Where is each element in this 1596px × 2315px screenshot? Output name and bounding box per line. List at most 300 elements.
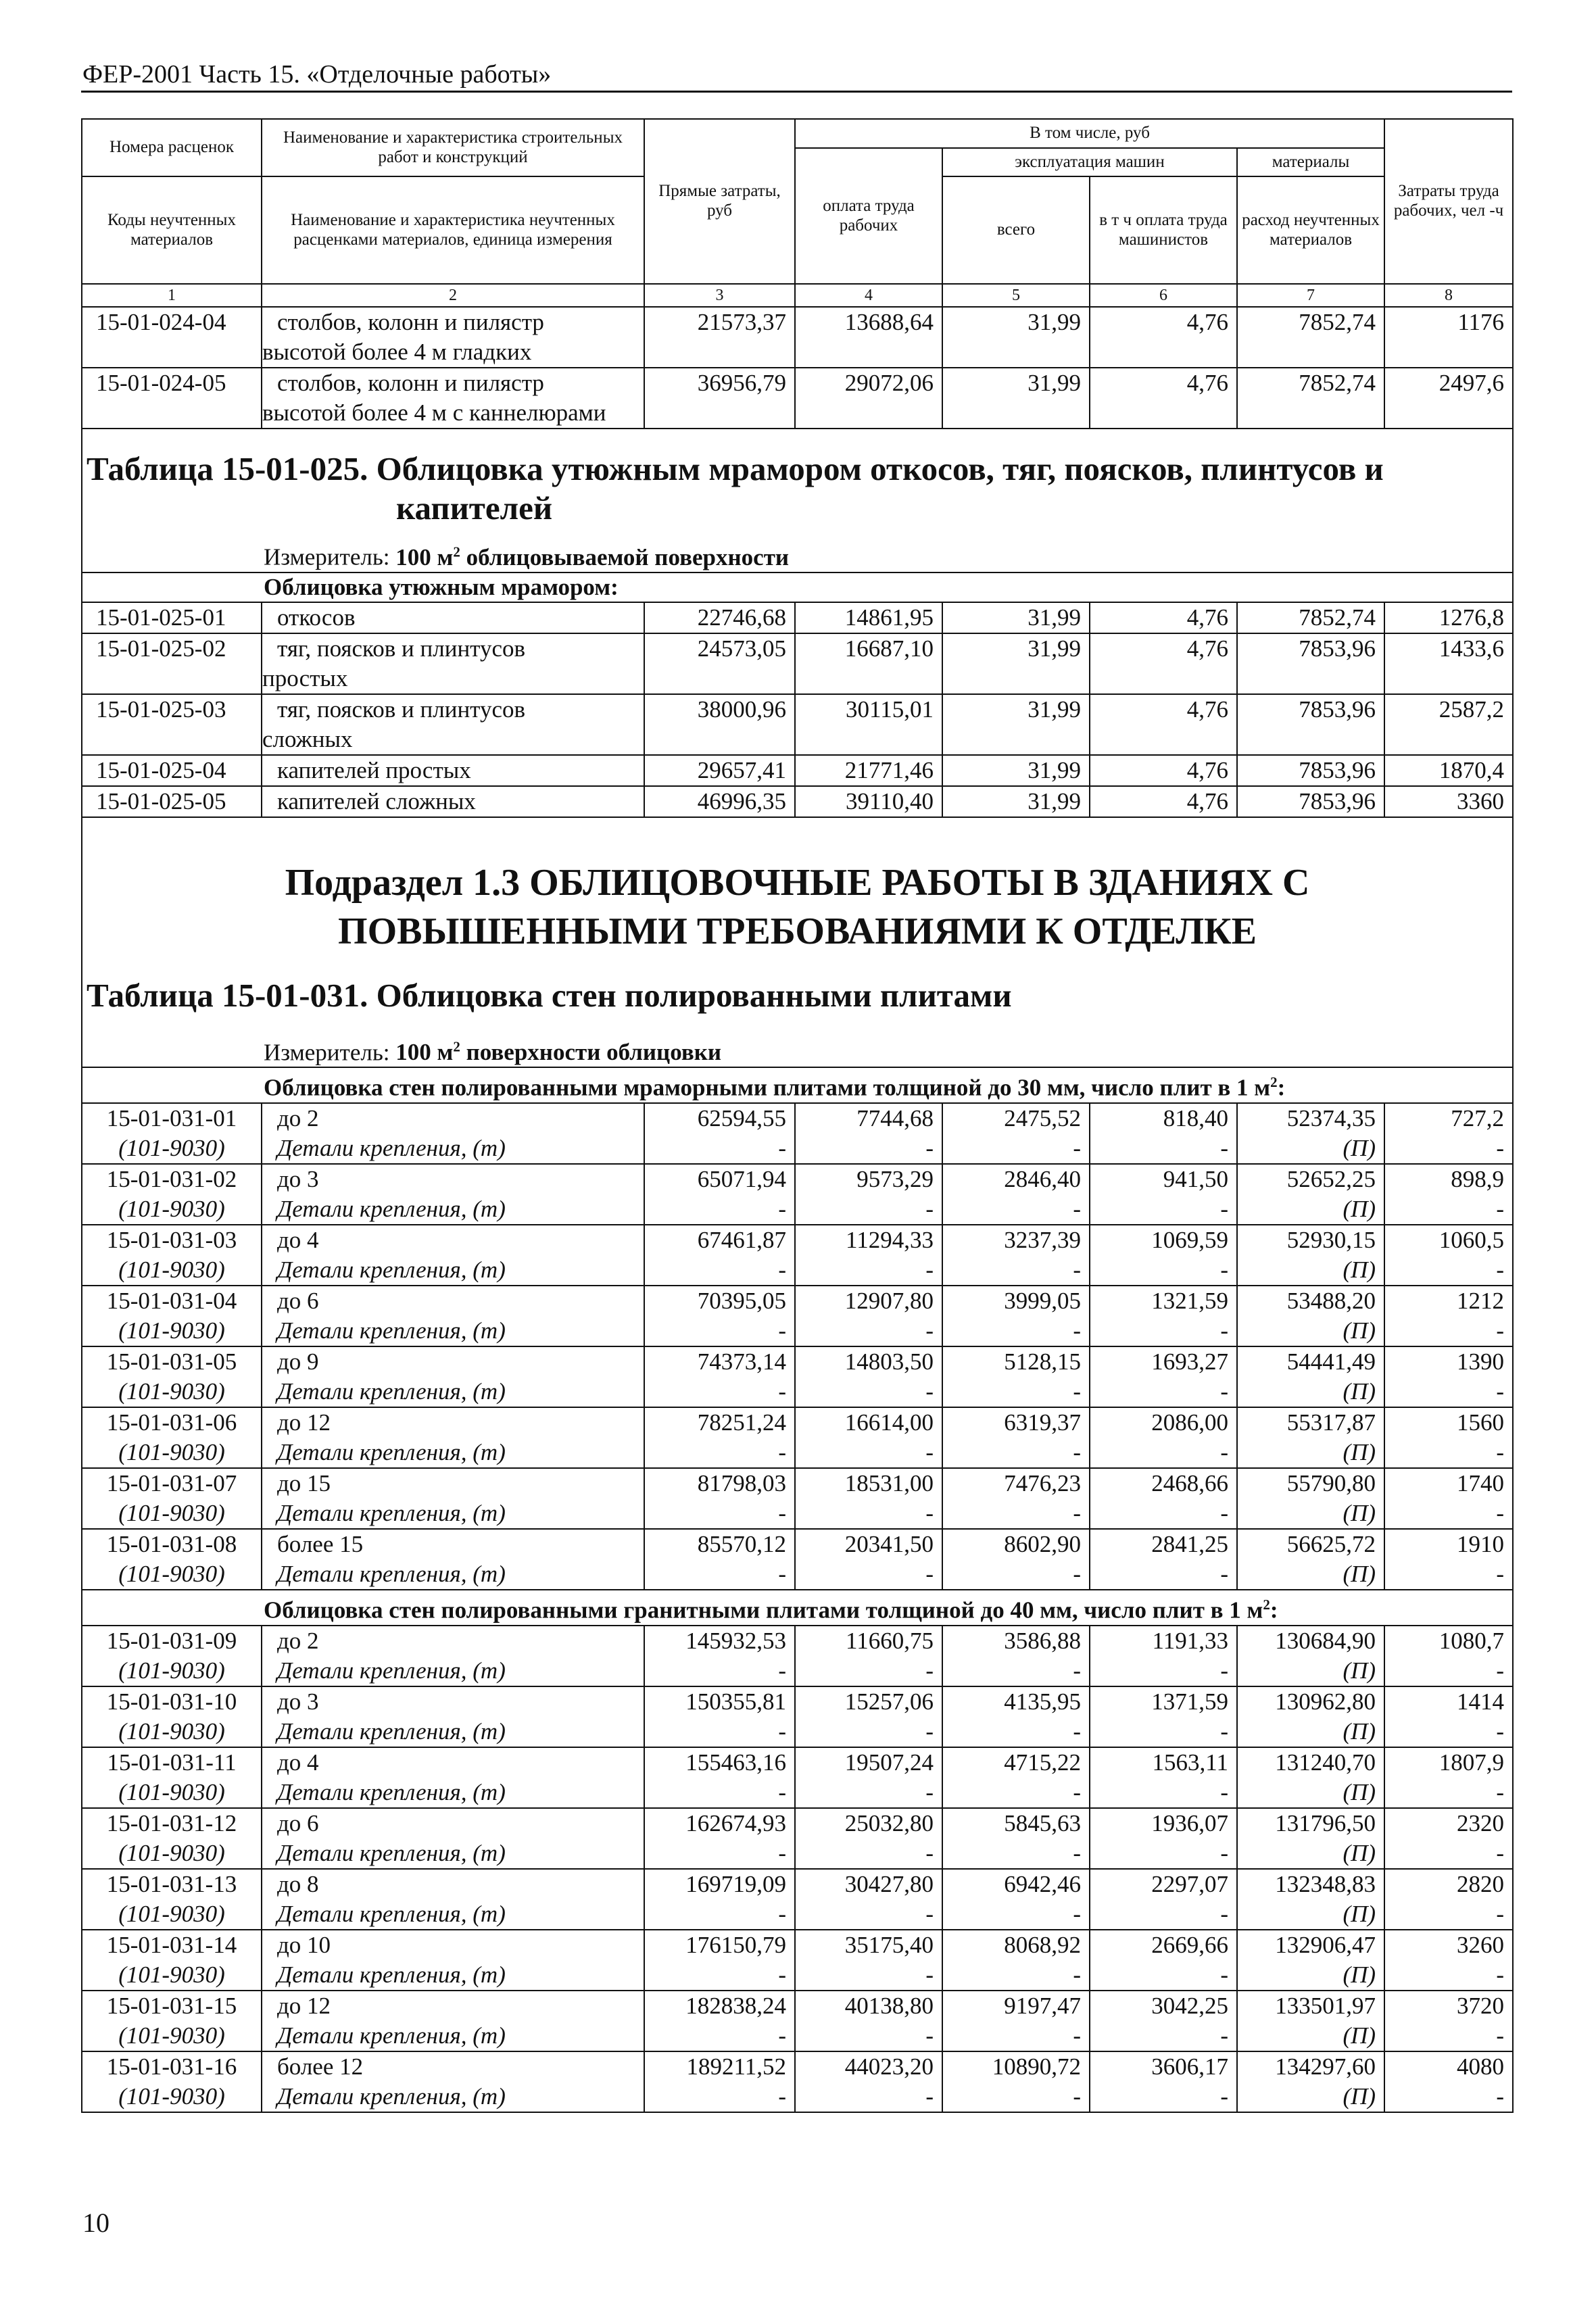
value-mat: 7852,74	[1237, 368, 1384, 429]
dash: -	[778, 1195, 786, 1222]
table-031-granite-rows	[82, 1626, 1513, 2112]
dash: -	[925, 1499, 934, 1526]
value-direct: 46996,35	[644, 786, 795, 817]
value-mat: 7853,96	[1237, 694, 1384, 755]
material-code: (101-9030)	[118, 1256, 225, 1283]
material-marker: (П)	[1343, 1438, 1376, 1465]
value-hours	[1384, 1164, 1513, 1225]
work-name-line1: до 15	[277, 1469, 331, 1496]
value-hours-line1: 4080	[1457, 2053, 1505, 2080]
work-name	[262, 602, 644, 633]
material-name: Детали крепления, (т)	[277, 1839, 506, 1866]
rate-code	[82, 1747, 262, 1808]
value-direct-line1: 150355,81	[685, 1688, 786, 1715]
value-labor	[795, 1468, 942, 1529]
work-name-line1: до 10	[277, 1931, 331, 1958]
dash: -	[778, 1657, 786, 1684]
value-mach-pay-line1: 1321,59	[1151, 1287, 1228, 1314]
dash: -	[1073, 1317, 1081, 1344]
table-row	[82, 602, 1513, 633]
value-mach-line1: 4135,95	[1004, 1688, 1081, 1715]
value-mat-line1: 131796,50	[1275, 1809, 1376, 1836]
value-direct-line1: 81798,03	[697, 1469, 786, 1496]
value-mat-line1: 132348,83	[1275, 1870, 1376, 1897]
value-hours: 1870,4	[1384, 755, 1513, 786]
value-mach-pay	[1090, 1991, 1237, 2051]
value-mach	[942, 1529, 1090, 1590]
value-hours-line1: 1390	[1457, 1348, 1505, 1375]
table-025-title-line2: капителей	[396, 489, 553, 527]
value-mach	[942, 1468, 1090, 1529]
dash: -	[1220, 2082, 1228, 2110]
work-name-line1: до 6	[277, 1287, 319, 1314]
dash: -	[925, 1839, 934, 1866]
dash: -	[1073, 2022, 1081, 2049]
rate-code	[82, 1346, 262, 1407]
value-direct-line1: 176150,79	[685, 1931, 786, 1958]
value-labor-line1: 19507,24	[844, 1749, 934, 1776]
value-labor-line1: 30427,80	[844, 1870, 934, 1897]
value-mach-pay	[1090, 1225, 1237, 1286]
value-labor	[795, 1225, 942, 1286]
value-hours: 2497,6	[1384, 368, 1513, 429]
value-labor: 13688,64	[795, 307, 942, 368]
value-labor	[795, 1808, 942, 1869]
value-mach-pay-line1: 3606,17	[1151, 2053, 1228, 2080]
value-hours	[1384, 1930, 1513, 1991]
dash: -	[1073, 2082, 1081, 2110]
table-row	[82, 307, 1513, 368]
value-direct	[644, 1686, 795, 1747]
work-name-line1: столбов, колонн и пилястр	[277, 309, 544, 335]
value-mach-line1: 5128,15	[1004, 1348, 1081, 1375]
table-row	[82, 1869, 1513, 1930]
value-hours	[1384, 1747, 1513, 1808]
value-mat-line1: 52374,35	[1286, 1104, 1376, 1131]
value-mach-line1: 6942,46	[1004, 1870, 1081, 1897]
value-mach-pay-line1: 1371,59	[1151, 1688, 1228, 1715]
rate-code	[82, 2051, 262, 2112]
work-name-line1: тяг, поясков и плинтусов	[277, 635, 526, 662]
rate-code	[82, 1529, 262, 1590]
table-header	[82, 119, 1513, 307]
material-marker: (П)	[1343, 1317, 1376, 1344]
running-header: ФЕР-2001 Часть 15. «Отделочные работы»	[82, 60, 552, 89]
value-labor	[795, 1286, 942, 1346]
value-mach-pay	[1090, 2051, 1237, 2112]
header-materials: материалы	[1237, 148, 1384, 176]
table-row	[82, 694, 1513, 755]
dash: -	[1496, 1657, 1505, 1684]
value-mat	[1237, 1468, 1384, 1529]
value-mach	[942, 1346, 1090, 1407]
dash: -	[1496, 1438, 1505, 1465]
value-mat	[1237, 1747, 1384, 1808]
value-direct	[644, 1808, 795, 1869]
value-mach-line1: 2475,52	[1004, 1104, 1081, 1131]
rate-code-line1: 15-01-031-14	[106, 1931, 237, 1958]
rate-code-line1: 15-01-031-12	[106, 1809, 237, 1836]
value-direct	[644, 1103, 795, 1164]
work-name-line2: простых	[262, 664, 348, 691]
dash: -	[925, 2022, 934, 2049]
value-mach-pay	[1090, 1346, 1237, 1407]
value-direct: 38000,96	[644, 694, 795, 755]
material-code: (101-9030)	[118, 1778, 225, 1805]
dash: -	[778, 2082, 786, 2110]
value-direct-line1: 189211,52	[686, 2053, 786, 2080]
dash: -	[778, 1499, 786, 1526]
value-labor-line1: 16614,00	[844, 1409, 934, 1436]
table-row	[82, 1686, 1513, 1747]
value-labor	[795, 2051, 942, 2112]
value-mach-pay	[1090, 1747, 1237, 1808]
value-mat-line1: 53488,20	[1286, 1287, 1376, 1314]
material-code: (101-9030)	[118, 1900, 225, 1927]
table-row	[82, 786, 1513, 817]
dash: -	[1220, 1499, 1228, 1526]
dash: -	[925, 1657, 934, 1684]
material-name: Детали крепления, (т)	[277, 1438, 506, 1465]
value-hours-line1: 727,2	[1451, 1104, 1505, 1131]
work-name	[262, 1686, 644, 1747]
value-mach	[942, 2051, 1090, 2112]
table-025-rows	[82, 602, 1513, 817]
material-code: (101-9030)	[118, 1499, 225, 1526]
material-name: Детали крепления, (т)	[277, 2082, 506, 2110]
value-mat-line1: 130684,90	[1275, 1627, 1376, 1654]
value-direct	[644, 1407, 795, 1468]
value-mach-pay	[1090, 1869, 1237, 1930]
value-mach	[942, 1286, 1090, 1346]
work-name-line1: до 8	[277, 1870, 319, 1897]
material-marker: (П)	[1343, 1560, 1376, 1587]
value-labor	[795, 1747, 942, 1808]
dash: -	[1073, 1256, 1081, 1283]
material-code: (101-9030)	[118, 1195, 225, 1222]
value-hours	[1384, 1225, 1513, 1286]
value-mat	[1237, 1626, 1384, 1686]
work-name-line1: откосов	[277, 604, 356, 631]
dash: -	[1073, 1438, 1081, 1465]
material-name: Детали крепления, (т)	[277, 1317, 506, 1344]
value-direct	[644, 1626, 795, 1686]
value-direct-line1: 145932,53	[685, 1627, 786, 1654]
value-mat	[1237, 1686, 1384, 1747]
value-hours-line1: 3260	[1457, 1931, 1505, 1958]
material-name: Детали крепления, (т)	[277, 1134, 506, 1161]
value-mach-pay	[1090, 1407, 1237, 1468]
dash: -	[1073, 1499, 1081, 1526]
value-mat	[1237, 1286, 1384, 1346]
dash: -	[1496, 1256, 1505, 1283]
table-row	[82, 1225, 1513, 1286]
dash: -	[1220, 1378, 1228, 1405]
dash: -	[778, 1839, 786, 1866]
rate-code: 15-01-025-03	[82, 694, 262, 755]
work-name-line1: капителей сложных	[277, 787, 476, 814]
work-name	[262, 1286, 644, 1346]
dash: -	[1496, 1778, 1505, 1805]
value-labor: 39110,40	[795, 786, 942, 817]
value-mach-pay-line1: 1693,27	[1151, 1348, 1228, 1375]
dash: -	[925, 1438, 934, 1465]
rate-code-line1: 15-01-031-04	[106, 1287, 237, 1314]
rate-code-line1: 15-01-031-09	[106, 1627, 237, 1654]
table-031-group2-title: Облицовка стен полированными гранитными плитами толщиной до 40 мм, число плит в 1 $м^2$:	[264, 1596, 1278, 1624]
material-marker: (П)	[1343, 1195, 1376, 1222]
table-row	[82, 633, 1513, 694]
value-mach-line1: 5845,63	[1004, 1809, 1081, 1836]
header-col1-bottom: Коды неучтенных материалов	[82, 176, 262, 284]
table-031-meter: Измеритель: 100 $м^2$ поверхности облицовки	[264, 1038, 722, 1066]
rate-code: 15-01-024-04	[82, 307, 262, 368]
rate-code-line1: 15-01-031-03	[106, 1226, 237, 1253]
value-labor-line1: 18531,00	[844, 1469, 934, 1496]
dash: -	[925, 1560, 934, 1587]
value-direct	[644, 1930, 795, 1991]
rate-code-line1: 15-01-031-02	[106, 1165, 237, 1192]
dash: -	[778, 1134, 786, 1161]
value-mach	[942, 1930, 1090, 1991]
value-mach-pay-line1: 941,50	[1163, 1165, 1228, 1192]
value-mat-line1: 130962,80	[1275, 1688, 1376, 1715]
work-name	[262, 1747, 644, 1808]
value-hours: 3360	[1384, 786, 1513, 817]
value-mat: 7853,96	[1237, 786, 1384, 817]
table-row	[82, 1164, 1513, 1225]
table-025-meter: Измеритель: 100 $м^2$ облицовываемой поверхности	[264, 543, 790, 570]
value-mach-line1: 3237,39	[1004, 1226, 1081, 1253]
column-number: 7	[1237, 284, 1384, 307]
value-mat	[1237, 1164, 1384, 1225]
page-number: 10	[82, 2208, 110, 2238]
value-mat-line1: 134297,60	[1275, 2053, 1376, 2080]
material-name: Детали крепления, (т)	[277, 2022, 506, 2049]
table-row	[82, 1626, 1513, 1686]
dash: -	[1496, 2082, 1505, 2110]
rate-code	[82, 1468, 262, 1529]
material-code: (101-9030)	[118, 1317, 225, 1344]
value-mach-line1: 8602,90	[1004, 1530, 1081, 1557]
value-labor-line1: 25032,80	[844, 1809, 934, 1836]
material-marker: (П)	[1343, 1499, 1376, 1526]
rate-code: 15-01-025-01	[82, 602, 262, 633]
work-name	[262, 1930, 644, 1991]
value-labor: 29072,06	[795, 368, 942, 429]
value-mach-pay	[1090, 1468, 1237, 1529]
table-row	[82, 1407, 1513, 1468]
dash: -	[1073, 1717, 1081, 1745]
dash: -	[1073, 1900, 1081, 1927]
value-labor	[795, 1407, 942, 1468]
value-hours-line1: 1807,9	[1438, 1749, 1505, 1776]
rate-code-line1: 15-01-031-07	[106, 1469, 237, 1496]
value-mach-pay: 4,76	[1090, 694, 1237, 755]
value-mat	[1237, 2051, 1384, 2112]
value-mach: 31,99	[942, 633, 1090, 694]
value-direct-line1: 67461,87	[697, 1226, 786, 1253]
dash: -	[1220, 1195, 1228, 1222]
work-name-line2: сложных	[262, 725, 353, 752]
value-direct-line1: 62594,55	[697, 1104, 786, 1131]
column-number: 4	[795, 284, 942, 307]
value-hours-line1: 3720	[1457, 1992, 1505, 2019]
subsection-title-line1: Подраздел 1.3 ОБЛИЦОВОЧНЫЕ РАБОТЫ В ЗДАНИЯХ С	[285, 861, 1310, 904]
value-direct	[644, 1869, 795, 1930]
value-direct-line1: 155463,16	[685, 1749, 786, 1776]
value-labor: 14861,95	[795, 602, 942, 633]
material-name: Детали крепления, (т)	[277, 1961, 506, 1988]
work-name	[262, 1346, 644, 1407]
column-numbers-row	[82, 284, 1513, 307]
value-mat: 7852,74	[1237, 602, 1384, 633]
material-name: Детали крепления, (т)	[277, 1560, 506, 1587]
work-name-line1: до 4	[277, 1226, 319, 1253]
dash: -	[1220, 1839, 1228, 1866]
dash: -	[1496, 1717, 1505, 1745]
value-hours-line1: 1910	[1457, 1530, 1505, 1557]
material-name: Детали крепления, (т)	[277, 1900, 506, 1927]
value-direct	[644, 1164, 795, 1225]
value-direct-line1: 182838,24	[685, 1992, 786, 2019]
value-labor-line1: 9573,29	[856, 1165, 934, 1192]
value-direct: 21573,37	[644, 307, 795, 368]
material-code: (101-9030)	[118, 1717, 225, 1745]
rate-code-line1: 15-01-031-08	[106, 1530, 237, 1557]
table-025-title-line1: Таблица 15-01-025. Облицовка утюжным мрамором откосов, тяг, поясков, плинтусов и	[87, 450, 1384, 487]
value-direct	[644, 1991, 795, 2051]
value-mach-pay-line1: 2669,66	[1151, 1931, 1228, 1958]
dash: -	[778, 2022, 786, 2049]
value-hours	[1384, 1468, 1513, 1529]
value-labor	[795, 1529, 942, 1590]
subsection-title	[82, 818, 1512, 976]
value-mach-pay	[1090, 1808, 1237, 1869]
value-hours	[1384, 2051, 1513, 2112]
work-name	[262, 1626, 644, 1686]
work-name-line1: более 12	[277, 2053, 364, 2080]
value-hours-line1: 1414	[1457, 1688, 1505, 1715]
value-direct	[644, 1747, 795, 1808]
value-mach-pay: 4,76	[1090, 307, 1237, 368]
column-number: 1	[82, 284, 262, 307]
header-machines: эксплуатация машин	[942, 148, 1237, 176]
value-mach	[942, 1747, 1090, 1808]
work-name-line1: столбов, колонн и пилястр	[277, 370, 544, 396]
material-code: (101-9030)	[118, 2082, 225, 2110]
rate-code	[82, 1686, 262, 1747]
table-row	[82, 1103, 1513, 1164]
rate-code	[82, 1164, 262, 1225]
table-025-title	[82, 429, 1509, 528]
value-labor-line1: 7744,68	[856, 1104, 934, 1131]
value-direct	[644, 1468, 795, 1529]
value-mach: 31,99	[942, 368, 1090, 429]
value-mach-line1: 3999,05	[1004, 1287, 1081, 1314]
value-mach: 31,99	[942, 602, 1090, 633]
rate-code	[82, 1869, 262, 1930]
dash: -	[1496, 1134, 1505, 1161]
rate-code-line1: 15-01-031-16	[106, 2053, 237, 2080]
value-hours	[1384, 1346, 1513, 1407]
rate-code-line1: 15-01-031-06	[106, 1409, 237, 1436]
value-mat	[1237, 1529, 1384, 1590]
table-031-marble-rows	[82, 1103, 1513, 1590]
dash: -	[925, 1195, 934, 1222]
rate-code	[82, 1991, 262, 2051]
value-mach	[942, 1869, 1090, 1930]
table-row	[82, 1808, 1513, 1869]
header-col2-top: Наименование и характеристика строительных работ и конструкций	[262, 119, 644, 176]
dash: -	[1073, 1778, 1081, 1805]
dash: -	[778, 1961, 786, 1988]
value-mach-pay	[1090, 1626, 1237, 1686]
value-hours-line1: 1060,5	[1438, 1226, 1505, 1253]
dash: -	[1496, 1900, 1505, 1927]
value-mat	[1237, 1103, 1384, 1164]
header-labor-cost: Затраты труда рабочих, чел -ч	[1384, 119, 1513, 284]
dash: -	[925, 1900, 934, 1927]
value-mach-pay-line1: 818,40	[1163, 1104, 1228, 1131]
value-mach-pay: 4,76	[1090, 633, 1237, 694]
value-mach-pay	[1090, 1529, 1237, 1590]
work-name	[262, 786, 644, 817]
rate-code	[82, 1808, 262, 1869]
rate-code	[82, 1286, 262, 1346]
rate-code-line1: 15-01-031-10	[106, 1688, 237, 1715]
table-row	[82, 1930, 1513, 1991]
dash: -	[1496, 1499, 1505, 1526]
table-row	[82, 1991, 1513, 2051]
material-name: Детали крепления, (т)	[277, 1195, 506, 1222]
value-mach-pay	[1090, 1164, 1237, 1225]
value-mach-pay-line1: 1563,11	[1152, 1749, 1228, 1776]
value-mach-line1: 9197,47	[1004, 1992, 1081, 2019]
table-031-group1-title: Облицовка стен полированными мраморными плитами толщиной до 30 мм, число плит в 1 $м^2$:	[264, 1074, 1286, 1101]
dash: -	[1220, 1900, 1228, 1927]
value-mach	[942, 1991, 1090, 2051]
rate-code: 15-01-025-05	[82, 786, 262, 817]
value-mach-pay-line1: 2297,07	[1151, 1870, 1228, 1897]
value-mat: 7853,96	[1237, 755, 1384, 786]
dash: -	[778, 1778, 786, 1805]
table-row	[82, 1529, 1513, 1590]
rate-code-line1: 15-01-031-11	[107, 1749, 237, 1776]
dash: -	[1496, 1961, 1505, 1988]
value-labor: 21771,46	[795, 755, 942, 786]
value-mat-line1: 55790,80	[1286, 1469, 1376, 1496]
dash: -	[1073, 1134, 1081, 1161]
value-mat	[1237, 1991, 1384, 2051]
table-row	[82, 755, 1513, 786]
value-direct-line1: 162674,93	[685, 1809, 786, 1836]
work-name-line2: высотой более 4 м с каннелюрами	[262, 399, 606, 426]
value-mat-line1: 132906,47	[1275, 1931, 1376, 1958]
work-name	[262, 1808, 644, 1869]
rate-code-line1: 15-01-031-13	[106, 1870, 237, 1897]
value-hours	[1384, 1103, 1513, 1164]
material-code: (101-9030)	[118, 1961, 225, 1988]
material-name: Детали крепления, (т)	[277, 1256, 506, 1283]
value-labor: 30115,01	[795, 694, 942, 755]
value-labor-line1: 11660,75	[846, 1627, 934, 1654]
value-labor: 16687,10	[795, 633, 942, 694]
work-name-line2: высотой более 4 м гладких	[262, 339, 532, 365]
value-mach-line1: 7476,23	[1004, 1469, 1081, 1496]
material-name: Детали крепления, (т)	[277, 1657, 506, 1684]
value-mach-pay-line1: 2086,00	[1151, 1409, 1228, 1436]
